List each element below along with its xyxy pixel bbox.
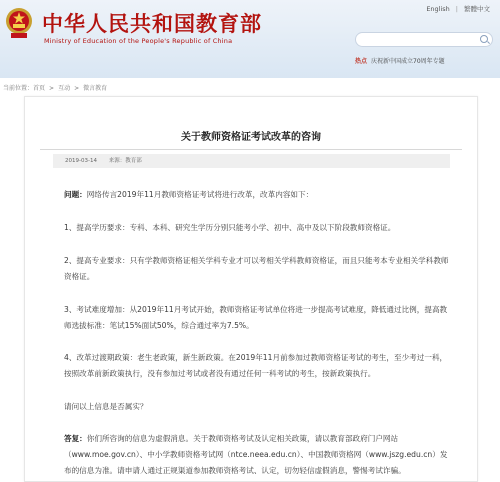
breadcrumb-prefix: 当前位置：: [3, 85, 34, 92]
article-source: 来源：教育部: [108, 158, 142, 164]
breadcrumb-separator: >: [74, 85, 80, 92]
question-label: 问题：: [64, 190, 87, 199]
question-text: 网络传言2019年11月教师资格证考试将进行改革，改革内容如下：: [86, 190, 314, 199]
site-header: [0, 0, 500, 78]
search-input[interactable]: [355, 32, 493, 47]
answer-label: 答复：: [64, 434, 87, 443]
item-1-paragraph: 1、提高学历要求：专科、本科、研究生学历分别只能考小学、初中、高中及以下阶段教师资格证。: [64, 223, 396, 232]
answer-paragraph: [64, 431, 454, 479]
link-separator: |: [455, 5, 458, 13]
national-emblem-icon: [4, 6, 34, 40]
top-links: [426, 4, 490, 13]
article-title: 关于教师资格证考试改革的咨询: [181, 132, 321, 143]
breadcrumb-interaction[interactable]: 互动: [58, 85, 71, 92]
article-meta: [53, 154, 450, 168]
item-2-paragraph: 2、提高专业要求：只有学教师资格证相关学科专业才可以考相关学科教师资格证，而且只能考本专业相关学科教师资格证。: [64, 256, 449, 281]
site-title[interactable]: 中华人民共和国教育部: [42, 11, 262, 36]
item-4-paragraph: 4、改革过渡期政策：老生老政策，新生新政策。在2019年11月前参加过教师资格证考试的考生，至少考过一科，按照改革前新政策执行，没有参加过考试或者没有通过任何一科考试的考生，按新政策执行。: [64, 353, 448, 378]
item-3-paragraph: 3、考试难度增加：从2019年11月考试开始，教师资格证考试单位将进一步提高考试难度，降低通过比例，提高教师选拔标准：笔试15%面试50%，综合通过率为7.5%。: [64, 305, 448, 330]
traditional-chinese-link[interactable]: 繁體中文: [464, 5, 490, 13]
breadcrumb-separator: >: [49, 85, 55, 92]
breadcrumb-current[interactable]: 微言教育: [83, 85, 108, 92]
article-card: [24, 96, 478, 482]
breadcrumb-home[interactable]: 首页: [33, 85, 46, 92]
breadcrumb: [3, 83, 107, 92]
article-date: 2019-03-14: [65, 158, 97, 164]
search-icon[interactable]: [480, 35, 488, 43]
hot-label: 热点: [355, 58, 368, 65]
title-divider: [40, 149, 462, 150]
english-link[interactable]: English: [426, 5, 450, 13]
ask-paragraph: 请问以上信息是否属实？: [64, 402, 148, 411]
site-subtitle: Ministry of Education of the People's Republic of China: [44, 37, 233, 45]
hot-topic-link[interactable]: 庆祝新中国成立70周年专题: [371, 58, 445, 65]
answer-text: 你们所咨询的信息为虚假消息。关于教师资格考试及认定相关政策，请以教育部政府门户网站（www.moe.gov.cn）、中小学教师资格考试网（ntce.neea.edu.cn）、中国教师资格网（www.jszg.edu.cn）发布的信息为准。请申请人通过正规渠道参加教师资格考试、认定，切勿轻信虚假消息，警惕考试诈骗。: [64, 434, 448, 475]
question-paragraph: [64, 187, 454, 203]
